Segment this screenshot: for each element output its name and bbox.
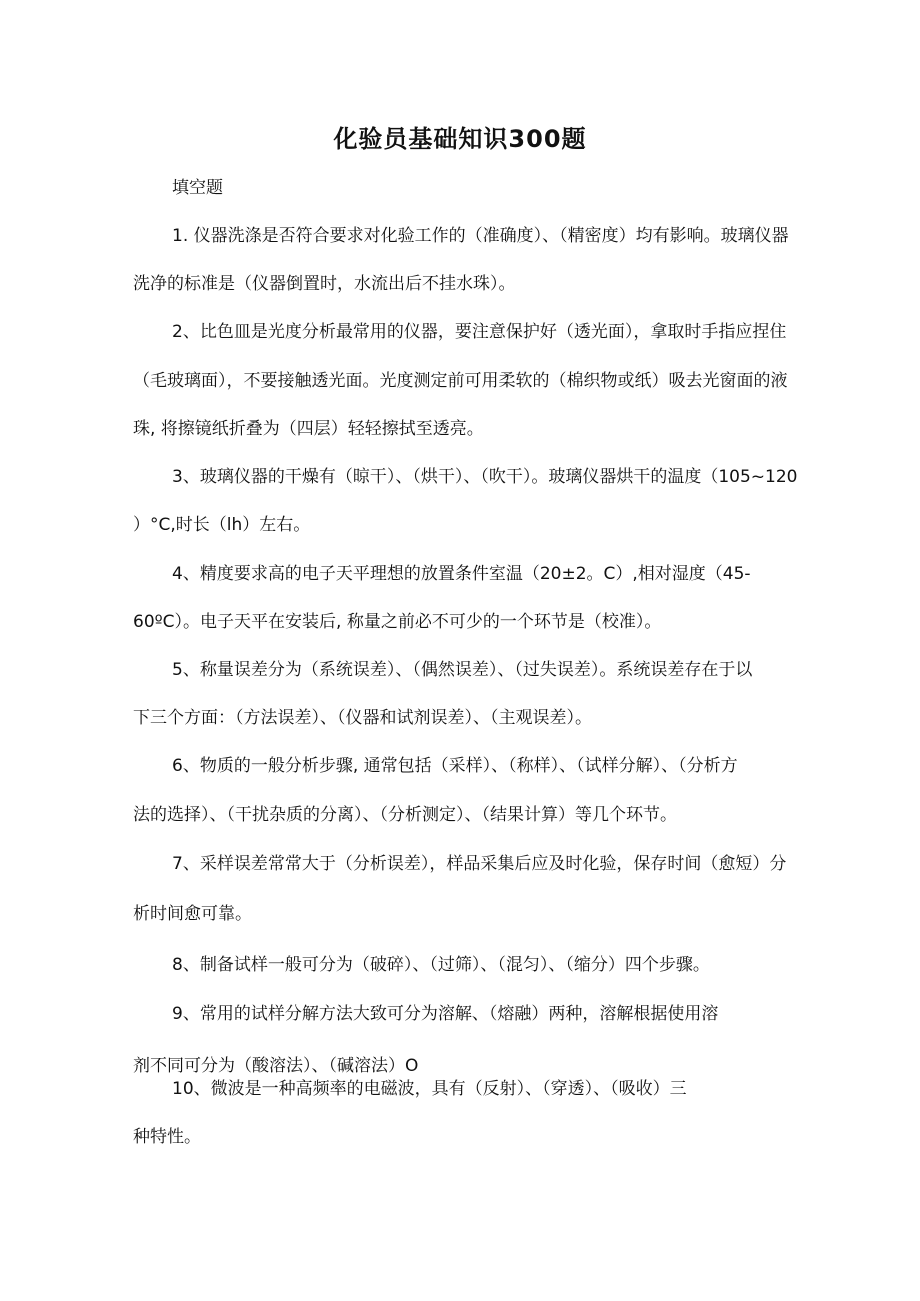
text-line: 珠, 将擦镜纸折叠为（四层）轻轻擦拭至透亮。 — [133, 419, 484, 439]
text-line: 9、常用的试样分解方法大致可分为溶解、（熔融）两种，溶解根据使用溶 — [172, 1004, 719, 1024]
text-line: （毛玻璃面），不要接触透光面。光度测定前可用柔软的（棉织物或纸）吸去光窗面的液 — [133, 371, 788, 391]
text-line: 种特性。 — [133, 1127, 201, 1147]
text-line: 法的选择）、（干扰杂质的分离）、（分析测定）、（结果计算）等几个环节。 — [133, 805, 677, 825]
text-line: ）°C,时长（lh）左右。 — [133, 515, 311, 535]
text-line: 6、物质的一般分析步骤, 通常包括（采样）、（称样）、（试样分解）、（分析方 — [172, 756, 738, 776]
text-line: 洗净的标准是（仪器倒置时，水流出后不挂水珠）。 — [133, 274, 516, 294]
document-title: 化验员基础知识300题 — [333, 125, 587, 153]
text-line: 10、微波是一种高频率的电磁波，具有（反射）、（穿透）、（吸收）三 — [172, 1079, 687, 1099]
text-line: 60ºC）。电子天平在安装后, 称量之前必不可少的一个环节是（校准）。 — [133, 612, 662, 632]
text-line: 8、制备试样一般可分为（破碎）、（过筛）、（混匀）、（缩分）四个步骤。 — [172, 955, 710, 975]
section-heading: 填空题 — [172, 178, 223, 198]
text-line: 5、称量误差分为（系统误差）、（偶然误差）、（过失误差）。系统误差存在于以 — [172, 660, 753, 680]
text-line: 3、玻璃仪器的干燥有（晾干）、（烘干）、（吹干）。玻璃仪器烘干的温度（105~120 — [172, 467, 798, 487]
text-line: 析时间愈可靠。 — [133, 904, 252, 924]
text-line: 1. 仪器洗涤是否符合要求对化验工作的（准确度）、（精密度）均有影响。玻璃仪器 — [172, 226, 789, 246]
text-line: 4、精度要求高的电子天平理想的放置条件室温（20±2。C）,相对湿度（45- — [172, 564, 751, 584]
text-line: 7、采样误差常常大于（分析误差），样品采集后应及时化验，保存时间（愈短）分 — [172, 854, 787, 874]
text-line: 2、比色皿是光度分析最常用的仪器，要注意保护好（透光面），拿取时手指应捏住 — [172, 322, 787, 342]
text-line: 剂不同可分为（酸溶法）、（碱溶法）O — [133, 1056, 419, 1076]
text-line: 下三个方面：（方法误差）、（仪器和试剂误差）、（主观误差）。 — [133, 708, 592, 728]
